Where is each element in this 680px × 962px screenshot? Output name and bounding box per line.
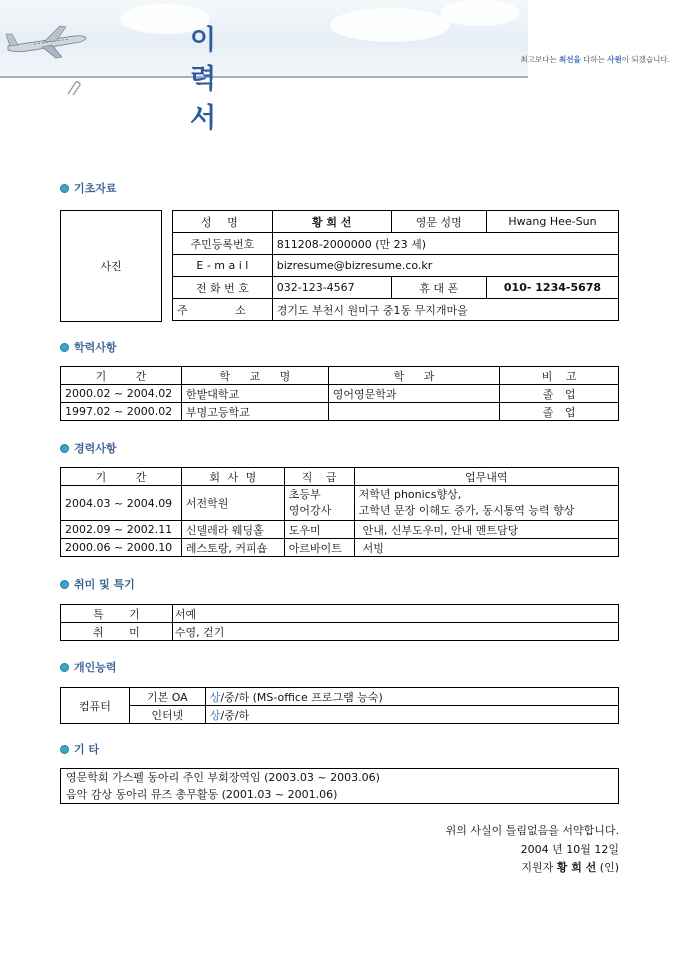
career-rank: 도우미	[284, 521, 354, 539]
edu-header-period: 기 간	[61, 367, 182, 385]
career-period: 2004.03 ~ 2004.09	[61, 486, 182, 521]
career-rank: 아르바이트	[284, 539, 354, 557]
name-label: 성 명	[173, 211, 273, 233]
date: 2004 년 10월 12일	[520, 843, 619, 856]
applicant-line: 지원자 황 희 선 (인)	[521, 861, 619, 874]
career-header-rank: 직 급	[284, 468, 354, 486]
edu-school: 한밭대학교	[181, 385, 328, 403]
edu-note: 졸 업	[500, 403, 619, 421]
email-label: E - m a i l	[173, 255, 273, 277]
paperclip-icon	[64, 78, 84, 98]
hobby-label: 취 미	[61, 623, 173, 641]
etc-table	[60, 768, 619, 804]
table-row	[61, 521, 619, 539]
table-row	[61, 539, 619, 557]
page-title: 이 력 서	[190, 25, 251, 134]
section-title-ability: 개인능력	[60, 659, 117, 675]
section-title-etc: 기 타	[60, 741, 99, 757]
section-title-education: 학력사항	[60, 339, 117, 355]
basic-info-table	[172, 210, 619, 321]
eng-name-value: Hwang Hee-Sun	[486, 211, 618, 233]
career-header-period: 기 간	[61, 468, 182, 486]
net-value: 상/중/하	[205, 706, 618, 724]
oa-label: 기본 OA	[129, 688, 205, 706]
career-company: 레스토랑, 커피숍	[181, 539, 284, 557]
address-label: 주 소	[173, 299, 273, 321]
hobby-value: 수영, 걷기	[172, 623, 618, 641]
list-item: 영문학회 가스펠 동아리 주인 부회장역임 (2003.03 ~ 2003.06)	[66, 771, 380, 784]
list-item: 음악 감상 동아리 뮤즈 총무활동 (2001.03 ~ 2001.06)	[66, 788, 338, 801]
section-title-basic: 기초자료	[60, 180, 117, 196]
special-value: 서예	[172, 605, 618, 623]
mobile-value: 010- 1234-5678	[486, 277, 618, 299]
bullet-icon	[60, 663, 69, 672]
phone-label: 전 화 번 호	[173, 277, 273, 299]
net-label: 인터넷	[129, 706, 205, 724]
address-value: 경기도 부천시 원미구 중1동 무지개마을	[272, 299, 618, 321]
career-period: 2002.09 ~ 2002.11	[61, 521, 182, 539]
career-header-duty: 업무내역	[354, 468, 618, 486]
career-duty: 안내, 신부도우미, 안내 멘트담당	[354, 521, 618, 539]
bullet-icon	[60, 580, 69, 589]
table-row	[61, 486, 619, 521]
bullet-icon	[60, 184, 69, 193]
edu-period: 2000.02 ~ 2004.02	[61, 385, 182, 403]
edu-major	[328, 403, 500, 421]
photo-box: 사진	[60, 210, 162, 322]
mobile-label: 휴 대 폰	[391, 277, 486, 299]
career-company: 서전학원	[181, 486, 284, 521]
ability-table	[60, 687, 619, 724]
statement: 위의 사실이 틀림없음을 서약합니다.	[445, 824, 619, 837]
education-table	[60, 366, 619, 421]
career-period: 2000.06 ~ 2000.10	[61, 539, 182, 557]
rrn-label: 주민등록번호	[173, 233, 273, 255]
career-duty: 서빙	[354, 539, 618, 557]
special-label: 특 기	[61, 605, 173, 623]
ability-group: 컴퓨터	[61, 688, 130, 724]
hobby-table	[60, 604, 619, 641]
career-duty: 저학년 phonics향상, 고학년 문장 이해도 증가, 동시통역 능력 향상	[354, 486, 618, 521]
oa-value: 상/중/하 (MS-office 프로그램 능숙)	[205, 688, 618, 706]
name-value: 황 희 선	[272, 211, 391, 233]
phone-value: 032-123-4567	[272, 277, 391, 299]
edu-header-note: 비 고	[500, 367, 619, 385]
edu-major: 영어영문학과	[328, 385, 500, 403]
career-table	[60, 467, 619, 557]
etc-content	[61, 769, 619, 804]
table-row	[61, 403, 619, 421]
airplane-icon	[4, 22, 88, 62]
header-banner	[0, 0, 670, 134]
bullet-icon	[60, 444, 69, 453]
career-header-company: 회 사 명	[181, 468, 284, 486]
rrn-value: 811208-2000000 (만 23 세)	[272, 233, 618, 255]
applicant-name: 황 희 선	[556, 861, 597, 874]
email-value: bizresume@bizresume.co.kr	[272, 255, 618, 277]
bullet-icon	[60, 343, 69, 352]
career-rank: 초등부 영어강사	[284, 486, 354, 521]
edu-school: 부명고등학교	[181, 403, 328, 421]
career-company: 신델레라 웨딩홀	[181, 521, 284, 539]
bullet-icon	[60, 745, 69, 754]
section-title-career: 경력사항	[60, 440, 117, 456]
edu-period: 1997.02 ~ 2000.02	[61, 403, 182, 421]
edu-header-school: 학 교 명	[181, 367, 328, 385]
edu-note: 졸 업	[500, 385, 619, 403]
section-title-hobby: 취미 및 특기	[60, 576, 135, 592]
slogan: 최고보다는 최선을 다하는 사원이 되겠습니다.	[520, 55, 670, 64]
eng-name-label: 영문 성명	[391, 211, 486, 233]
edu-header-major: 학 과	[328, 367, 500, 385]
table-row	[61, 385, 619, 403]
